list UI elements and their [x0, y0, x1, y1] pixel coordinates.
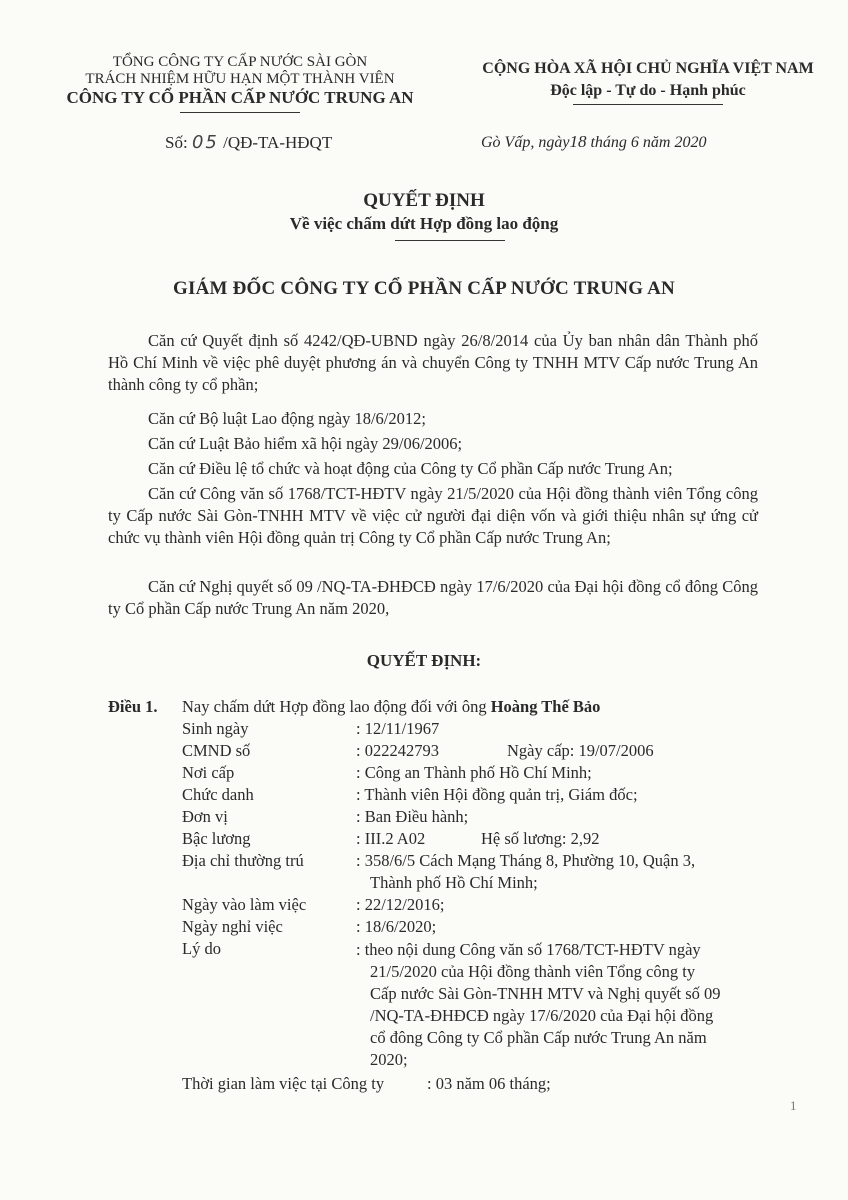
field-reason: : theo nội dung Công văn số 1768/TCT-HĐTV ngày 21/5/2020 của Hội đồng thành viên Tổng công ty Cấp nước Sài Gòn-TNHH MTV và Nghị quyết số 09 /NQ-TA-ĐHĐCĐ ngày 17/6/2020 của Đại hội đồng cổ đông Công ty Cổ phần Cấp nước Trung An năm 2020;: [356, 940, 721, 1069]
article-1-intro: Nay chấm dứt Hợp đồng lao động đối với ông Hoàng Thế Bảo: [182, 697, 601, 716]
document-number: [165, 132, 332, 153]
field-label: Nơi cấp: [182, 763, 235, 782]
motto-underline: [573, 104, 723, 105]
basis-paragraph: Căn cứ Bộ luật Lao động ngày 18/6/2012;: [148, 409, 426, 428]
field-address: : 358/6/5 Cách Mạng Tháng 8, Phường 10, Quận 3,: [356, 851, 696, 870]
date-prefix: Gò Vấp, ngày: [481, 134, 570, 151]
field-label: Chức danh: [182, 785, 254, 804]
field-label: Ngày nghỉ việc: [182, 917, 283, 936]
document-title: QUYẾT ĐỊNH: [363, 190, 485, 211]
decision-heading: QUYẾT ĐỊNH:: [366, 651, 482, 670]
field-label: Bậc lương: [182, 829, 251, 848]
basis-paragraph: Căn cứ Luật Bảo hiểm xã hội ngày 29/06/2006;: [148, 434, 463, 453]
issuer-block: [40, 54, 440, 113]
issuer-underline: [180, 112, 300, 113]
subtitle-underline: [395, 240, 505, 241]
field-issue-place: : Công an Thành phố Hồ Chí Minh;: [356, 763, 592, 782]
company-name: CÔNG TY CỔ PHẦN CẤP NƯỚC TRUNG AN: [66, 88, 414, 107]
article-1-label: Điều 1.: [108, 697, 158, 716]
field-tenure: : 03 năm 06 tháng;: [427, 1074, 551, 1093]
field-unit: : Ban Điều hành;: [356, 807, 469, 826]
doc-number-suffix: /QĐ-TA-HĐQT: [223, 133, 333, 152]
national-motto: Độc lập - Tự do - Hạnh phúc: [550, 82, 746, 99]
date-day-handwritten: 18: [569, 132, 587, 151]
parent-company: TỔNG CÔNG TY CẤP NƯỚC SÀI GÒN: [112, 54, 368, 70]
employee-name: Hoàng Thế Bảo: [490, 697, 601, 716]
field-label: Đơn vị: [182, 807, 228, 826]
field-label: Địa chỉ thường trú: [182, 851, 304, 870]
field-address-line2: Thành phố Hồ Chí Minh;: [370, 873, 538, 892]
parent-company-type: TRÁCH NHIỆM HỮU HẠN MỘT THÀNH VIÊN: [85, 71, 395, 87]
basis-paragraph: Căn cứ Điều lệ tổ chức và hoạt động của Công ty Cổ phần Cấp nước Trung An;: [148, 459, 673, 478]
field-salary-coefficient: Hệ số lương: 2,92: [481, 829, 600, 848]
field-birth-date: : 12/11/1967: [356, 719, 440, 738]
basis-paragraph: Căn cứ Nghị quyết số 09 /NQ-TA-ĐHĐCĐ ngày 17/6/2020 của Đại hội đồng cổ đông Công ty Cổ phần Cấp nước Trung An năm 2020,: [108, 577, 758, 618]
field-label: Ngày vào làm việc: [182, 895, 307, 914]
basis-paragraph: Căn cứ Công văn số 1768/TCT-HĐTV ngày 21/5/2020 của Hội đồng thành viên Tổng công ty Cấp nước Sài Gòn-TNHH MTV về việc cử người đại diện vốn và giới thiệu nhân sự ứng cử chức vụ thành viên Hội đồng quản trị Công ty Cổ phần Cấp nước Trung An;: [108, 484, 758, 547]
date-suffix: tháng 6 năm 2020: [590, 134, 707, 151]
document-subtitle: Về việc chấm dứt Hợp đồng lao động: [289, 214, 559, 233]
issue-date: [481, 132, 706, 152]
doc-number-handwritten: 05: [191, 132, 219, 153]
field-label: Thời gian làm việc tại Công ty: [182, 1074, 385, 1093]
field-id-number: : 022242793: [356, 741, 439, 760]
field-salary-grade: : III.2 A02: [356, 829, 426, 848]
basis-paragraph: Căn cứ Quyết định số 4242/QĐ-UBND ngày 26/8/2014 của Ủy ban nhân dân Thành phố Hồ Chí Minh về việc phê duyệt phương án và chuyển Công ty TNHH MTV Cấp nước Trung An thành công ty cổ phần;: [108, 331, 758, 394]
field-label: Lý do: [182, 939, 221, 958]
field-end-date: : 18/6/2020;: [356, 917, 437, 936]
field-label: CMND số: [182, 741, 251, 760]
national-header: [468, 58, 828, 105]
issuing-authority: GIÁM ĐỐC CÔNG TY CỔ PHẦN CẤP NƯỚC TRUNG AN: [173, 278, 675, 299]
field-issue-date: Ngày cấp: 19/07/2006: [507, 741, 654, 760]
field-label: Sinh ngày: [182, 719, 249, 738]
doc-number-prefix: Số:: [165, 133, 188, 152]
page-number: 1: [790, 1098, 797, 1113]
field-job-title: : Thành viên Hội đồng quản trị, Giám đốc;: [356, 785, 638, 804]
field-start-date: : 22/12/2016;: [356, 895, 445, 914]
national-title: CỘNG HÒA XÃ HỘI CHỦ NGHĨA VIỆT NAM: [482, 60, 814, 77]
